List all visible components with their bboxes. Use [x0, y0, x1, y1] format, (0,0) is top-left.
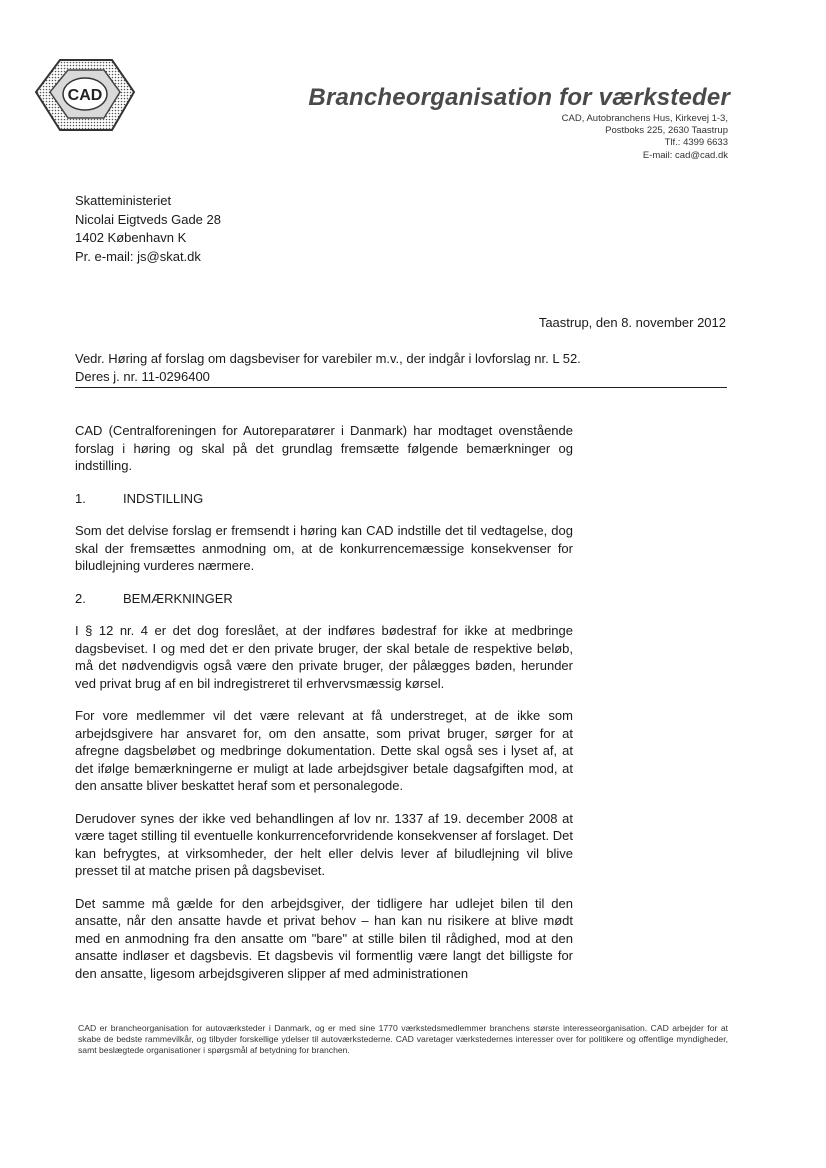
reference-number: Deres j. nr. 11-0296400 [75, 368, 210, 384]
contact-email: E-mail: cad@cad.dk [642, 149, 728, 161]
org-contact [562, 113, 728, 162]
contact-line: Tlf.: 4399 6633 [664, 137, 728, 149]
subject [75, 350, 581, 385]
paragraph: Derudover synes der ikke ved behandlingen af lov nr. 1337 af 19. december 2008 at være taget stilling til eventuelle konkurrenceforvridende konsekvenser af forslaget. Det kan befrygtes, at virksomheder, der helt eller delvis lever af biludlejning vil blive presset til at matche prisen på dagsbeviset. [75, 810, 573, 878]
section-number: 2. [75, 590, 86, 606]
section-heading [75, 490, 573, 508]
contact-line: Postboks 225, 2630 Taastrup [605, 125, 728, 137]
contact-line: CAD, Autobranchens Hus, Kirkevej 1-3, [561, 113, 728, 124]
recipient-email: Pr. e-mail: js@skat.dk [75, 248, 201, 264]
recipient-address [75, 192, 221, 266]
footer-note: CAD er brancheorganisation for autoværksteder i Danmark, og er med sine 1770 værkstedsmedlemmer branchens største interesseorganisation. CAD arbejder for at skabe de bedste rammevilkår, og tilbyder forskellige ydelser til autoværkstederne. CAD varetager værkstedernes interesser over for politikere og offentlige myndigheder, samt beslægtede organisationer i spørgsmål af betydning for branchen. [78, 1023, 728, 1055]
recipient-line: Nicolai Eigtveds Gade 28 [75, 211, 221, 227]
section-title: INDSTILLING [123, 490, 204, 506]
section-heading [75, 590, 573, 608]
paragraph: Som det delvise forslag er fremsendt i høring kan CAD indstille det til vedtagelse, dog skal der fremsættes anmodning om, at de konkurrencemæssige konsekvenser for biludlejning vurderes nærmere. [75, 523, 573, 573]
section-title: BEMÆRKNINGER [123, 590, 233, 606]
logo-text: CAD [67, 87, 103, 104]
divider [75, 387, 727, 388]
dateline: Taastrup, den 8. november 2012 [538, 315, 726, 330]
org-title: Brancheorganisation for værksteder [308, 84, 730, 111]
paragraph: I § 12 nr. 4 er det dog foreslået, at der indføres bødestraf for ikke at medbringe dagsbeviset. I og med det er den private bruger, der skal betale de respektive beløb, må det nødvendigvis også være den private bruger, der pålægges bøden, herunder ved privat brug af en bil indregistreret til erhvervsmæssig kørsel. [75, 623, 573, 691]
section-number: 1. [75, 490, 86, 506]
letter-body [75, 422, 573, 997]
paragraph: For vore medlemmer vil det være relevant at få understreget, at de ikke som arbejdsgivere har ansvaret for, om den ansatte, som privat bruger, sørger for at afregne dagsbeløbet og medbringe dokumentation. Dette skal også ses i lyset af, at det ifølge bemærkningerne er muligt at lade arbejdsgiver betale dagsafgiften mod, at den ansatte bliver beskattet heraf som et personalegode. [75, 708, 573, 793]
cad-logo [30, 52, 140, 142]
paragraph: Det samme må gælde for den arbejdsgiver, der tidligere har udlejet bilen til den ansatte, når den ansatte havde et privat behov – han kan nu risikere at blive mødt med en anmodning fra den ansatte om "bare" at stille bilen til rådighed, mod at den ansatte indløser et dagsbevis. Et dagsbevis vil formentlig være langt det billigste for den ansatte, ligesom arbejdsgiveren slipper af med administrationen [75, 895, 573, 981]
recipient-line: Skatteministeriet [75, 193, 172, 208]
subject-line: Vedr. Høring af forslag om dagsbeviser for varebiler m.v., der indgår i lovforslag nr. L 52. [75, 351, 581, 366]
recipient-line: 1402 København K [75, 230, 187, 245]
intro-paragraph: CAD (Centralforeningen for Autoreparatører i Danmark) har modtaget ovenstående forslag i høring og skal på det grundlag fremsætte følgende bemærkninger og indstilling. [75, 423, 573, 473]
